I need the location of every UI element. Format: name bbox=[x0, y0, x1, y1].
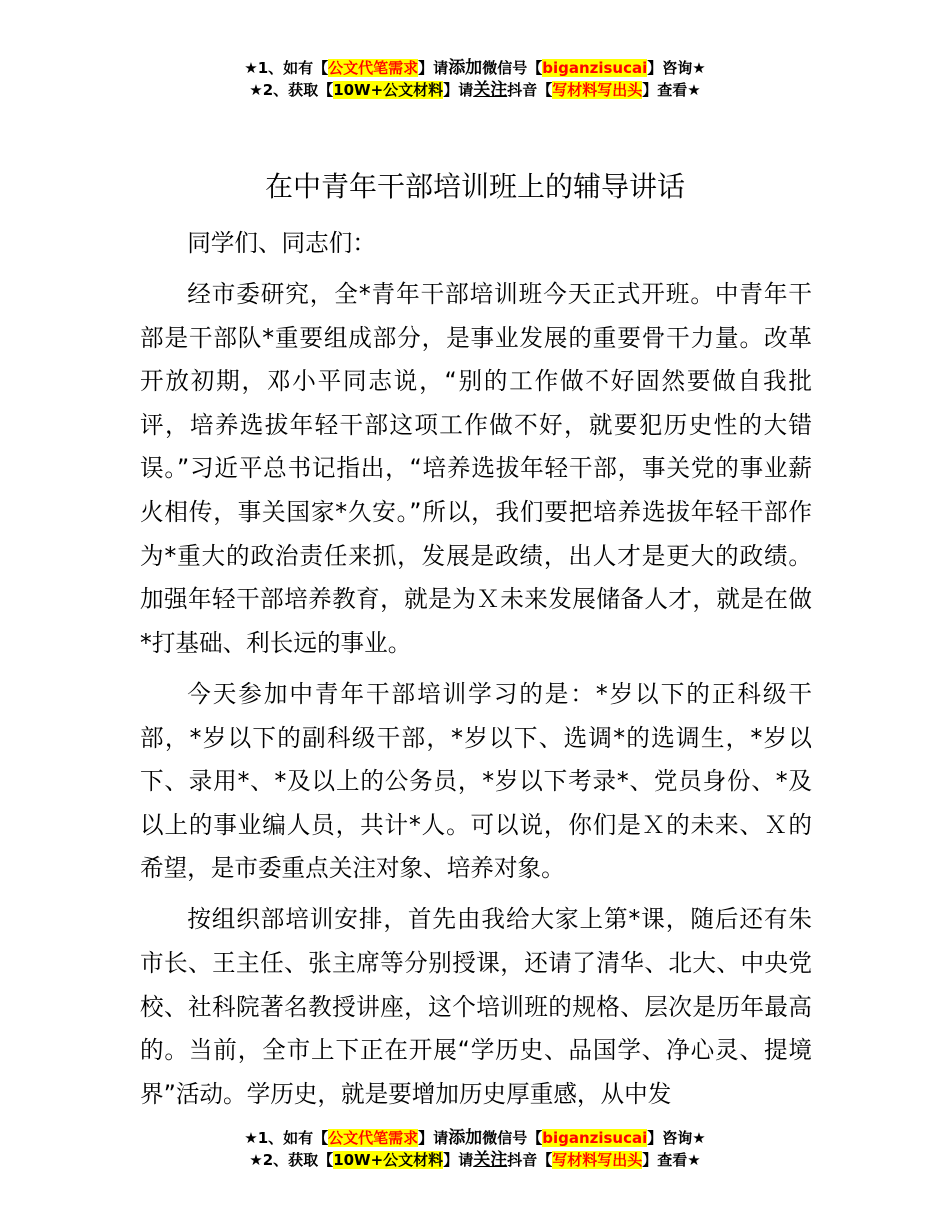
banner-text: 】请 bbox=[443, 1151, 474, 1169]
document-title: 在中青年干部培训班上的辅导讲话 bbox=[264, 170, 685, 203]
banner-emphasis: 关注 bbox=[473, 1150, 508, 1170]
banner-highlight: 10W+公文材料 bbox=[333, 1151, 444, 1169]
banner-douyin-id: 写材料写出头 bbox=[552, 81, 643, 99]
banner-text: 】请 bbox=[418, 1129, 449, 1147]
banner-emphasis: 关注 bbox=[473, 80, 508, 100]
banner-text: 微信号【 bbox=[482, 59, 543, 77]
paragraph-3: 按组织部培训安排，首先由我给大家上第*课，随后还有朱市长、王主任、张主席等分别授课，还请了清华、北大、中央党校、社科院著名教授讲座，这个培训班的规格、层次是历年最高的。当前，全市上下正在开展“学历史、品国学、净心灵、提境界”活动。学历史，就是要增加历史厚重感，从中发 bbox=[140, 905, 812, 1108]
header-banner bbox=[0, 57, 950, 101]
paragraph-2: 今天参加中青年干部培训学习的是：*岁以下的正科级干部，*岁以下的副科级干部，*岁以下、选调*的选调生，*岁以下、录用*、*及以上的公务员，*岁以下考录*、党员身份、*及以上的事业编人员，共计*人。可以说，你们是Ｘ的未来、Ｘ的希望，是市委重点关注对象、培养对象。 bbox=[140, 679, 812, 883]
footer-line-1 bbox=[0, 1127, 950, 1149]
banner-text: 】查看★ bbox=[642, 1151, 701, 1169]
banner-wechat-id: biganzisucai bbox=[542, 1129, 648, 1147]
banner-text: 】请 bbox=[443, 81, 474, 99]
document-body bbox=[140, 222, 812, 1124]
banner-text: ★1、如有【 bbox=[244, 1129, 329, 1147]
banner-highlight: 10W+公文材料 bbox=[333, 81, 444, 99]
banner-text: 抖音【 bbox=[507, 81, 553, 99]
banner-emphasis: 添加 bbox=[448, 58, 483, 78]
footer-banner bbox=[0, 1127, 950, 1171]
banner-highlight: 公文代笔需求 bbox=[328, 1129, 419, 1147]
banner-text: 微信号【 bbox=[482, 1129, 543, 1147]
footer-line-2 bbox=[0, 1149, 950, 1171]
salutation: 同学们、同志们： bbox=[187, 229, 376, 257]
banner-douyin-id: 写材料写出头 bbox=[552, 1151, 643, 1169]
banner-text: ★2、获取【 bbox=[249, 1151, 334, 1169]
banner-wechat-id: biganzisucai bbox=[542, 59, 648, 77]
banner-text: 】查看★ bbox=[642, 81, 701, 99]
banner-line-2 bbox=[0, 79, 950, 101]
banner-text: 】请 bbox=[418, 59, 449, 77]
banner-highlight: 公文代笔需求 bbox=[328, 59, 419, 77]
banner-text: 】咨询★ bbox=[647, 59, 706, 77]
banner-text: 】咨询★ bbox=[647, 1129, 706, 1147]
banner-text: 抖音【 bbox=[507, 1151, 553, 1169]
banner-text: ★1、如有【 bbox=[244, 59, 329, 77]
banner-text: ★2、获取【 bbox=[249, 81, 334, 99]
banner-emphasis: 添加 bbox=[448, 1128, 483, 1148]
paragraph-1: 经市委研究，全*青年干部培训班今天正式开班。中青年干部是干部队*重要组成部分，是事业发展的重要骨干力量。改革开放初期，邓小平同志说，“别的工作做不好固然要做自我批评，培养选拔年轻干部这项工作做不好，就要犯历史性的大错误。”习近平总书记指出，“培养选拔年轻干部，事关党的事业薪火相传，事关国家*久安。”所以，我们要把培养选拔年轻干部作为*重大的政治责任来抓，发展是政绩，出人才是更大的政绩。加强年轻干部培养教育，就是为Ｘ未来发展储备人才，就是在做*打基础、利长远的事业。 bbox=[140, 280, 812, 657]
banner-line-1 bbox=[0, 57, 950, 79]
